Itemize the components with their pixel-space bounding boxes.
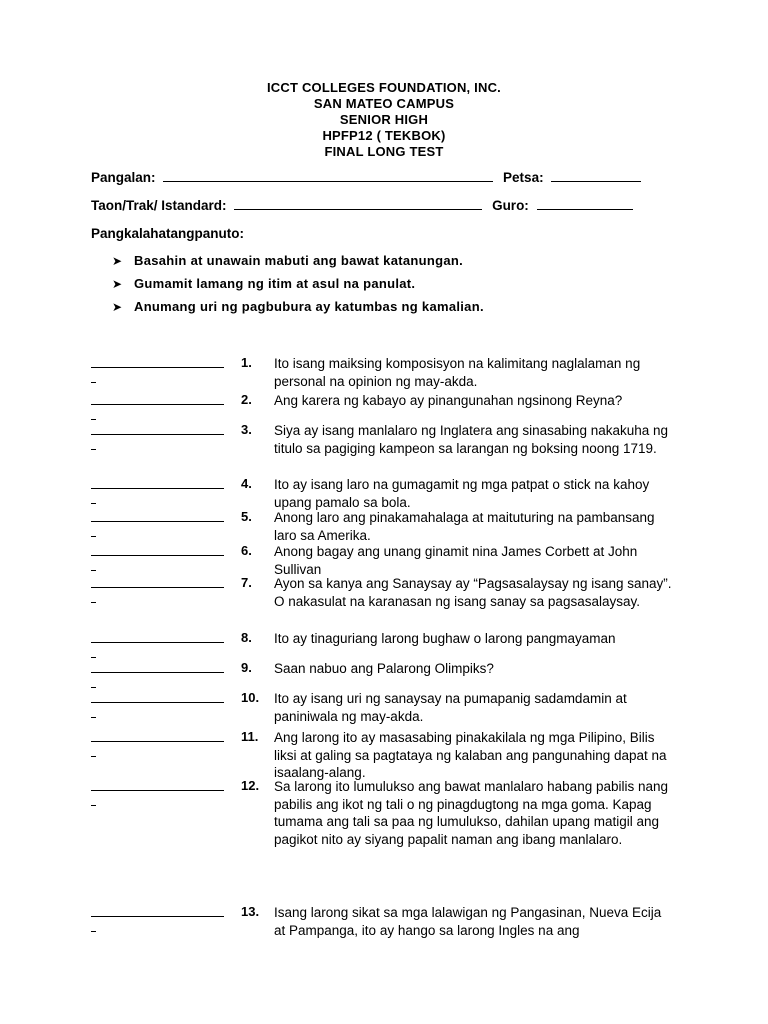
question-number: 4. [241, 476, 252, 491]
question-text: Saan nabuo ang Palarong Olimpiks? [274, 661, 494, 676]
name-date-row [91, 169, 641, 185]
instruction-item: ➤ Gumamit lamang ng itim at asul na panulat. [112, 276, 416, 291]
answer-blank[interactable] [91, 476, 224, 489]
question-number: 1. [241, 355, 252, 370]
arrow-bullet-icon: ➤ [112, 300, 123, 314]
answer-blank[interactable] [91, 660, 224, 673]
question-number: 8. [241, 630, 252, 645]
question-number: 5. [241, 509, 252, 524]
question-text: Ang larong ito ay masasabing pinakakilala ng mga Pilipino, Bilis liksi at galing sa pagtataya ng kalaban ang pangunahing dapat na isaalang-alang. [274, 730, 667, 780]
question-number: 13. [241, 904, 260, 919]
arrow-bullet-icon: ➤ [112, 254, 123, 268]
instructions-title: Pangkalahatangpanuto: [91, 226, 245, 241]
instruction-item: ➤ Basahin at unawain mabuti ang bawat katanungan. [112, 253, 464, 268]
answer-blank[interactable] [91, 543, 224, 556]
date-blank[interactable] [551, 169, 641, 182]
answer-blank[interactable] [91, 392, 224, 405]
question-text: Ito isang maiksing komposisyon na kalimitang naglalaman ng personal na opinion ng may-akda. [274, 356, 641, 389]
question-number: 6. [241, 543, 252, 558]
answer-blank[interactable] [91, 355, 224, 368]
track-label: Taon/Trak/ Istandard: [91, 198, 227, 213]
question-text: Anong bagay ang unang ginamit nina James Corbett at John Sullivan [274, 544, 638, 577]
question-number: 7. [241, 575, 252, 590]
question-number: 11. [241, 729, 259, 744]
teacher-label: Guro: [492, 198, 529, 213]
question-number: 9. [241, 660, 252, 675]
question-text: Ito ay isang uri ng sanaysay na pumapanig sadamdamin at paniniwala ng may-akda. [274, 691, 627, 724]
question-text: Ito ay isang laro na gumagamit ng mga patpat o stick na kahoy upang pamalo sa bola. [274, 477, 650, 510]
track-teacher-row [91, 197, 633, 213]
question-text: Ito ay tinaguriang larong bughaw o larong pangmayaman [274, 631, 616, 646]
question-number: 10. [241, 690, 260, 705]
question-number: 2. [241, 392, 252, 407]
campus-name: SAN MATEO CAMPUS [313, 96, 455, 111]
answer-blank[interactable] [91, 509, 224, 522]
teacher-blank[interactable] [537, 197, 633, 210]
question-number: 12. [241, 778, 260, 793]
question-number: 3. [241, 422, 252, 437]
question-text: Siya ay isang manlalaro ng Inglatera ang sinasabing nakakuha ng titulo sa pagiging kampeon sa larangan ng boksing noong 1719. [274, 423, 669, 456]
name-label: Pangalan: [91, 170, 156, 185]
name-blank[interactable] [163, 169, 493, 182]
test-title: FINAL LONG TEST [324, 144, 444, 159]
answer-blank[interactable] [91, 778, 224, 791]
answer-blank[interactable] [91, 729, 224, 742]
track-blank[interactable] [234, 197, 482, 210]
document-header [0, 80, 768, 160]
question-text: Isang larong sikat sa mga lalawigan ng Pangasinan, Nueva Ecija at Pampanga, ito ay hango sa larong Ingles na ang [274, 905, 662, 938]
answer-blank[interactable] [91, 422, 224, 435]
question-text: Sa larong ito lumulukso ang bawat manlalaro habang pabilis nang pabilis ang ikot ng tali o ng pinagdugtong na mga goma. Kapag tumama ang tali sa paa ng lumulukso, dahilan upang matigil ang pagikot nito ay siyang papalit naman ang ibang manlalaro. [274, 779, 669, 847]
arrow-bullet-icon: ➤ [112, 277, 123, 291]
subject-code: HPFP12 ( TEKBOK) [322, 128, 446, 143]
answer-blank[interactable] [91, 575, 224, 588]
date-label: Petsa: [503, 170, 544, 185]
question-text: Ayon sa kanya ang Sanaysay ay “Pagsasalaysay ng isang sanay”. O nakasulat na karanasan ng isang sanay sa pagsasalaysay. [274, 576, 672, 609]
level-name: SENIOR HIGH [339, 112, 429, 127]
question-text: Ang karera ng kabayo ay pinangunahan ngsinong Reyna? [274, 393, 623, 408]
school-name: ICCT COLLEGES FOUNDATION, INC. [267, 80, 501, 95]
instruction-item: ➤ Anumang uri ng pagbubura ay katumbas ng kamalian. [112, 299, 484, 314]
answer-blank[interactable] [91, 690, 224, 703]
question-text: Anong laro ang pinakamahalaga at maituturing na pambansang laro sa Amerika. [274, 510, 655, 543]
answer-blank[interactable] [91, 904, 224, 917]
answer-blank[interactable] [91, 630, 224, 643]
